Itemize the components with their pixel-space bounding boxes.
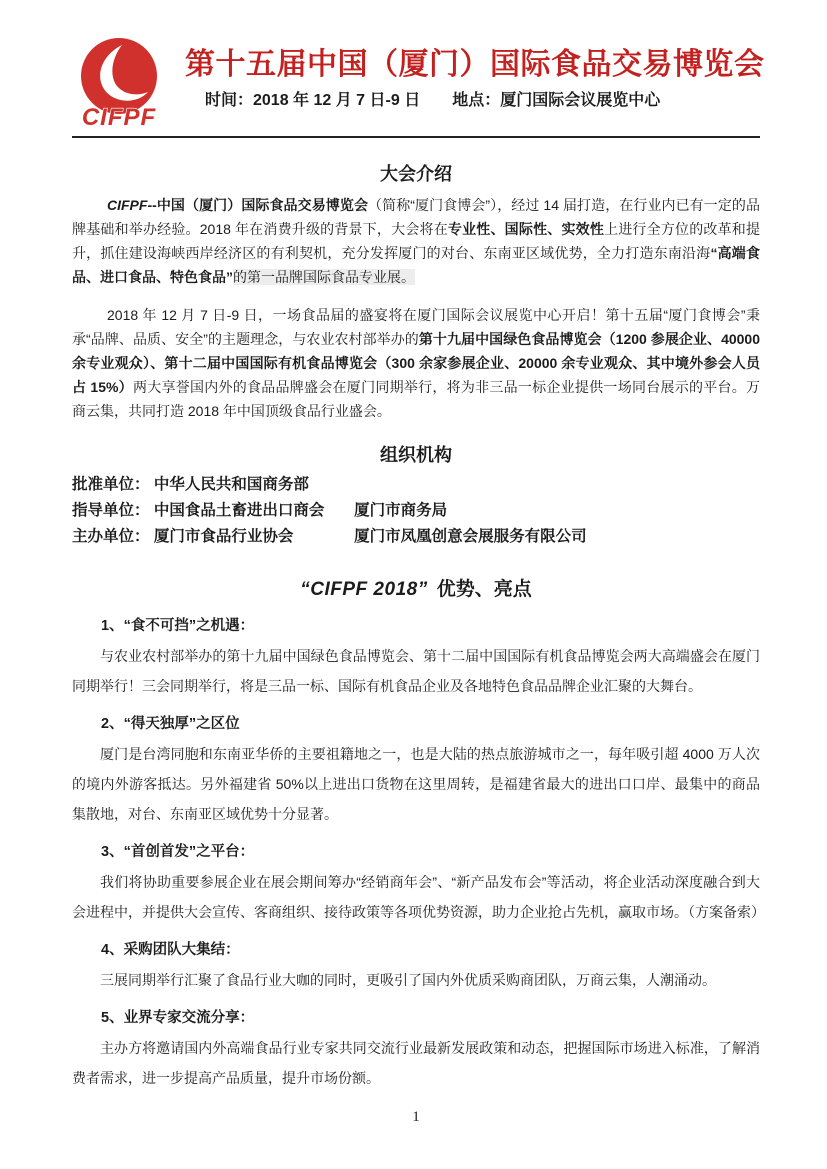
highlight-item	[72, 1003, 760, 1093]
org-row-guidance	[72, 498, 760, 524]
org-label: 批准单位：	[72, 476, 150, 493]
org-row-host	[72, 524, 760, 550]
org-value: 厦门市食品行业协会	[153, 528, 294, 545]
cifpf-logo	[73, 36, 165, 132]
org-value: 厦门市商务局	[354, 502, 448, 519]
org-value: 厦门市凤凰创意会展服务有限公司	[354, 528, 587, 545]
org-row-approval	[72, 472, 760, 498]
event-time: 时间：2018 年 12 月 7 日-9 日	[205, 92, 421, 109]
intro-heading: 大会介绍	[380, 164, 452, 184]
org-label: 主办单位：	[72, 528, 150, 545]
highlight-item	[72, 709, 760, 829]
document-header	[72, 0, 765, 131]
highlight-item-title: 4、采购团队大集结：	[101, 942, 240, 958]
highlight-item-title: 2、“得天独厚”之区位	[101, 716, 240, 732]
highlight-item	[72, 611, 760, 701]
intro-paragraph-1: CIFPF--中国（厦门）国际食品交易博览会（简称“厦门食博会”），经过 14 届打造，在行业内已有一定的品牌基础和举办经验。2018 年在消费升级的背景下，大会将在专业性、国际性、实效性上进行全方位的改革和提升，抓住建设海峡西岸经济区的有利契机，充分发挥厦门的对台、东南亚区域优势，全力打造东南沿海“高端食品、进口食品、特色食品”的第一品牌国际食品专业展。	[72, 197, 760, 285]
highlight-item-body: 主办方将邀请国内外高端食品行业专家共同交流行业最新发展政策和动态，把握国际市场进入标准，了解消费者需求，进一步提高产品质量，提升市场份额。	[72, 1040, 760, 1086]
event-location: 地点：厦门国际会议展览中心	[452, 92, 661, 109]
intro-paragraph-2: 2018 年 12 月 7 日-9 日，一场食品届的盛宴将在厦门国际会议展览中心开启！第十五届“厦门食博会”秉承“品牌、品质、安全”的主题理念，与农业农村部举办的第十九届中国绿色食品博览会（1200 参展企业、40000 余专业观众）、第十二届中国国际有机食品博览会（300 余家参展企业、20000 余专业观众、其中境外参会人员占 15%）两大享誉国内外的食品品牌盛会在厦门同期举行，将为非三品一标企业提供一场同台展示的平台。万商云集，共同打造 2018 年中国顶级食品行业盛会。	[72, 307, 761, 419]
logo-text: CIFPF	[81, 104, 157, 131]
logo-circle	[81, 38, 157, 114]
org-value: 中华人民共和国商务部	[153, 476, 309, 493]
highlights-heading-en: “CIFPF 2018”	[300, 579, 428, 600]
highlight-item-title: 3、“首创首发”之平台：	[101, 844, 255, 860]
highlight-item-body: 三展同期举行汇聚了食品行业大咖的同时，更吸引了国内外优质采购商团队，万商云集，人潮涌动。	[100, 972, 716, 988]
highlight-item-title: 1、“食不可挡”之机遇：	[101, 618, 255, 634]
highlights-heading	[72, 576, 760, 603]
org-label: 指导单位：	[72, 502, 150, 519]
header-divider	[72, 136, 760, 138]
highlights-list	[72, 611, 765, 1093]
organization-list	[72, 472, 760, 550]
highlight-item	[72, 837, 765, 927]
highlights-heading-cn: 优势、亮点	[436, 579, 532, 600]
highlight-item-body: 我们将协助重要参展企业在展会期间筹办“经销商年会”、“新产品发布会”等活动，将企业活动深度融合到大会进程中，并提供大会宣传、客商组织、接待政策等各项优势资源，助力企业抢占先机，赢取市场。（方案备索）	[72, 874, 765, 920]
event-meta	[205, 90, 760, 112]
highlight-item	[72, 935, 760, 995]
page-number: 1	[412, 1109, 420, 1125]
highlight-item-body: 厦门是台湾同胞和东南亚华侨的主要祖籍地之一，也是大陆的热点旅游城市之一，每年吸引超 4000 万人次的境内外游客抵达。另外福建省 50%以上进出口货物在这里周转，是福建省最大的进出口口岸、最集中的商品集散地，对台、东南亚区域优势十分显著。	[72, 746, 760, 822]
organization-heading: 组织机构	[380, 445, 452, 465]
cifpf-logo-graphic	[73, 36, 165, 132]
highlight-item-body: 与农业农村部举办的第十九届中国绿色食品博览会、第十二届中国国际有机食品博览会两大高端盛会在厦门同期举行！三会同期举行，将是三品一标、国际有机食品企业及各地特色食品品牌企业汇聚的大舞台。	[72, 648, 760, 694]
document-title: 第十五届中国（厦门）国际食品交易博览会	[185, 48, 765, 81]
highlight-item-title: 5、业界专家交流分享：	[101, 1010, 255, 1026]
org-value: 中国食品土畜进出口商会	[153, 502, 325, 519]
